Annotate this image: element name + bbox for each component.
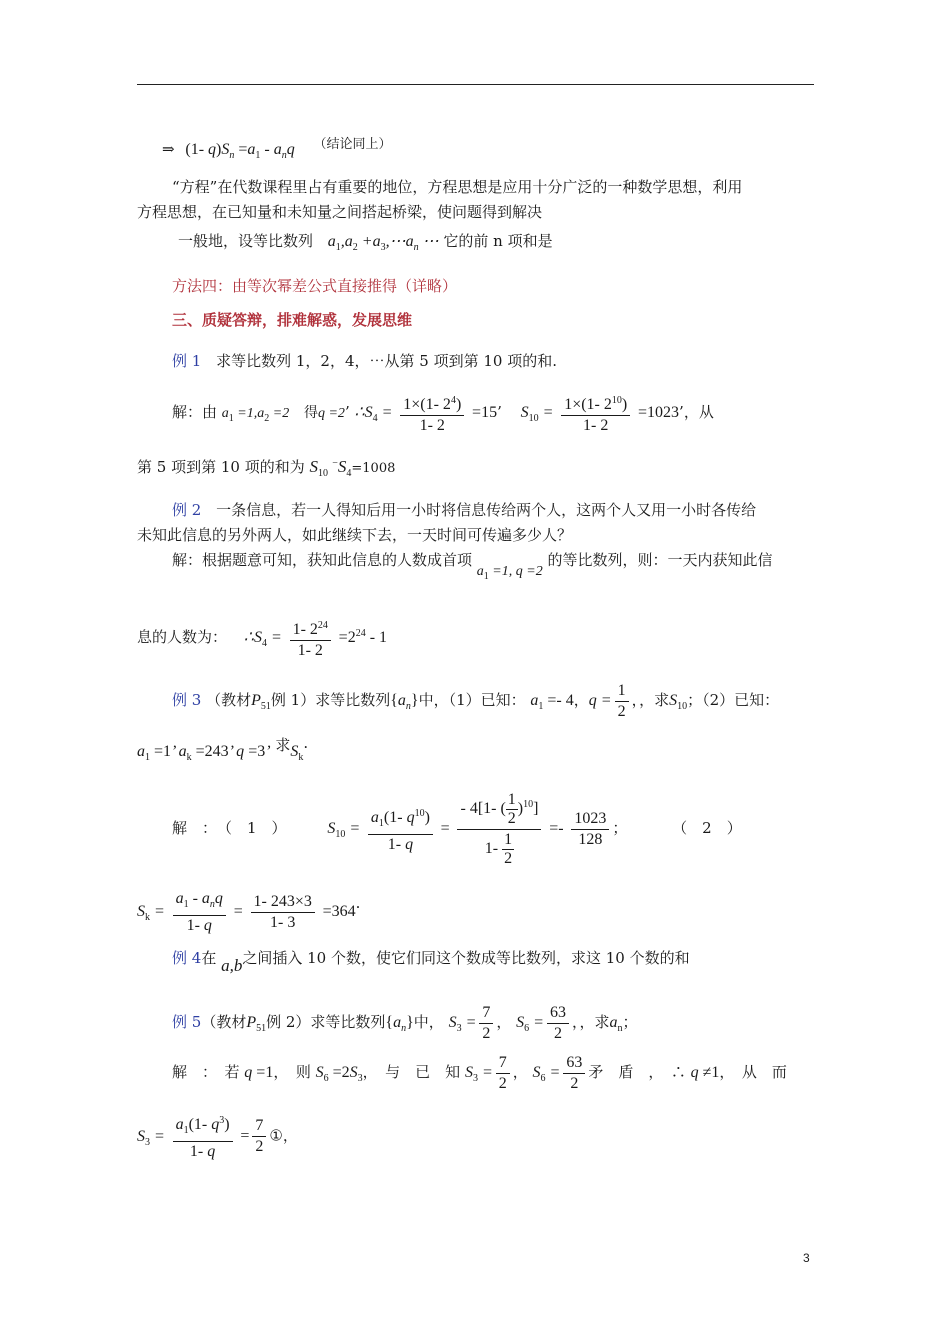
paragraph-equation-idea-1: “方程”在代数课程里占有重要的地位，方程思想是应用十分广泛的一种数学思想，利用 (172, 178, 743, 196)
example-3-given: $a_1 =1$’ $a_k =243$’ q =3’ 求$S_k\cdot$ (137, 736, 309, 763)
example-4: 例 4在 a,b之间插入 10 个数，使它们同这个数成等比数列，求这 10 个数的和 (172, 949, 690, 975)
example-1-result: 第 5 项到第 10 项的和为 $S_{10}$ $^-S_4=1008$ (137, 457, 396, 479)
example-3: 例 3 （教材$P_{51}$例 1）求等比数列$\{a_n\}$中，（1）已知： $a_1 =- 4$，q = $\frac{1}{2}$ ，，求$S_{10}$；（2）已知： (172, 681, 780, 720)
paragraph-equation-idea-2: 方程思想，在已知量和未知量之间搭起桥梁，使问题得到解决 (137, 203, 543, 221)
header-rule (137, 84, 814, 85)
fraction-nested: - 4[1- ( $\frac{1}{2}$ )$^{10}$] 1- $\frac{1}{2}$ (457, 791, 541, 868)
example-5-equation: $S_3$ = $\frac{a_1(1- q^3)}{1- q}$ = $\frac{7}{2}$ ①， (137, 1112, 298, 1165)
example-1: 例 1 求等比数列 1，2，4，⋯从第 5 项到第 10 项的和. (172, 352, 557, 370)
example-2-result: 息的人数为： $\therefore S_4$ = $\frac{1- 2^{24}}{1- 2}$ $=2^{24} - 1$ (137, 612, 387, 666)
example-3-solution-2: $S_k$ = $\frac{a_1 - a_nq}{1- q}$ = $\frac{1- 243\times 3}{1- 3}$ =364· (137, 889, 361, 934)
section-title-3: 三、质疑答辩，排难解惑，发展思维 (172, 311, 413, 329)
formula-line: ⇒ (1- $q)S_n =a_1 - a_nq$ （结论同上） (162, 137, 392, 161)
paragraph-general: 一般地，设等比数列 $a_1,a_2$ $+a_3,\cdots a_n$ ⋯ 它的前 n 项和是 (178, 232, 553, 253)
fraction-s10: $\frac{1\times(1- 2^{10})}{1- 2}$ (561, 392, 630, 435)
example-1-solution: 解：由 $a_1 =1,a_2 =2$ 得q =2’ $\therefore S_4$ = $\frac{1\times(1- 2^4)}{1- 2}$ =15’ $S_{10}$ = $\frac{1\times(1- 2^{10})}{1- 2}$ =1023’，从 (172, 390, 714, 441)
example-2-solution: 解：根据题意可知，获知此信息的人数成首项 $a_1 =1$, q =2 的等比数列，则：一天内获知此信 (172, 551, 773, 582)
method-four: 方法四：由等次幂差公式直接推得（详略） (172, 277, 458, 295)
example-3-solution-1: 解 ： （ 1 ） $S_{10}$ = $\frac{a_1(1- q^{10})}{1- q}$ = - 4[1- ( $\frac{1}{2}$ )$^{10}$] 1- $\frac{1}{2}$ =- $\frac{1023}{128}$ ； （ 2 ） (172, 790, 742, 867)
fraction-s4: $\frac{1\times(1- 2^4)}{1- 2}$ (400, 392, 464, 435)
example-5-solution: 解 ： 若 q =1， 则 $S_6 =2S_3$， 与 已 知 $S_3$ = $\frac{7}{2}$ ， $S_6$ = $\frac{63}{2}$ 矛 盾 ， ∴ q ≠1， 从 而 (172, 1053, 787, 1092)
example-2: 例 2 一条信息，若一人得知后用一小时将信息传给两个人，这两个人又用一小时各传给 (172, 501, 757, 519)
fraction-people: $\frac{1- 2^{24}}{1- 2}$ (290, 617, 331, 660)
page-number: 3 (803, 1251, 810, 1265)
example-2-line2: 未知此信息的另外两人，如此继续下去，一天时间可传遍多少人？ (137, 526, 573, 544)
example-5: 例 5（教材$P_{51}$例 2）求等比数列$\{a_n\}$中， $S_3$ = $\frac{7}{2}$ ， $S_6$ = $\frac{63}{2}$ ，，求$a_n$； (172, 1003, 638, 1042)
